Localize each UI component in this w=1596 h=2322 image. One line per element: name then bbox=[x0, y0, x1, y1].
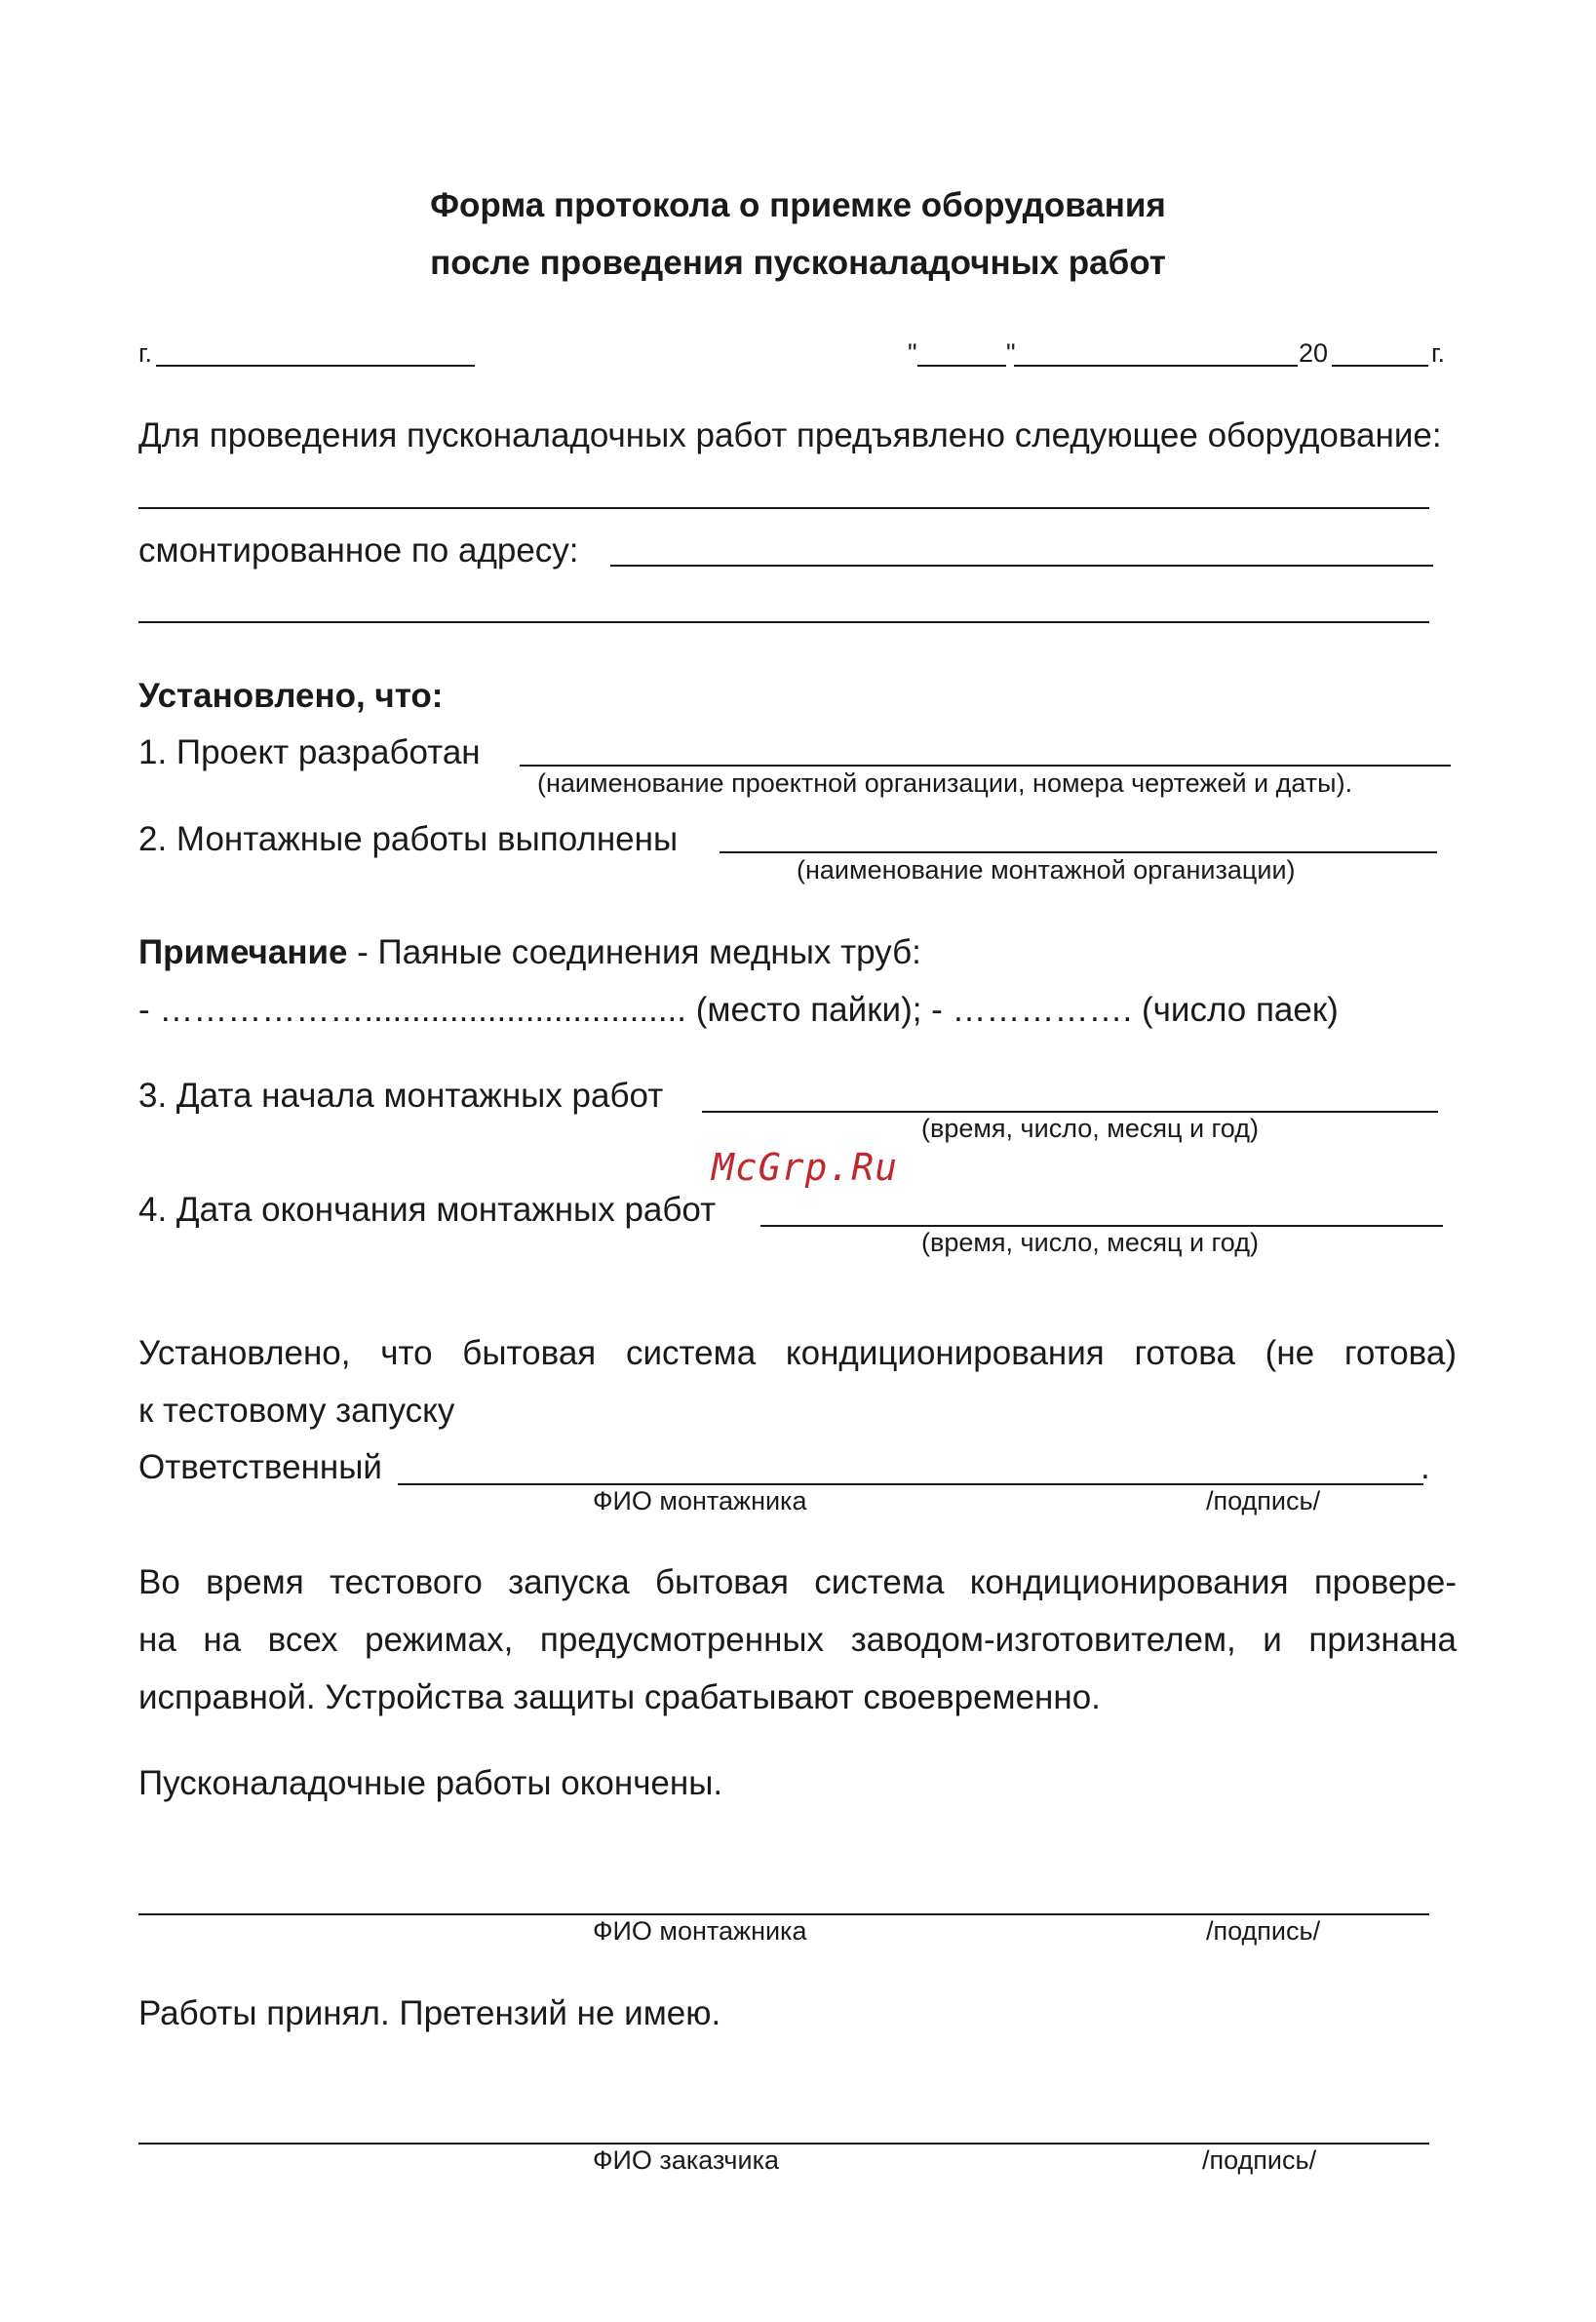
test-line2: на на всех режимах, предусмотренных заводом-изготовителем, и признана bbox=[138, 1621, 1457, 1659]
responsible-label: Ответственный bbox=[138, 1448, 382, 1486]
watermark: McGrp.Ru bbox=[712, 1146, 899, 1189]
project-field[interactable] bbox=[520, 765, 1451, 767]
year-suffix: г. bbox=[1431, 338, 1446, 368]
equipment-intro: Для проведения пусконаладочных работ предъявлено следующее оборудование: bbox=[138, 416, 1442, 454]
project-label: 1. Проект разработан bbox=[138, 733, 481, 771]
installer-fio-hint: ФИО монтажника bbox=[593, 1916, 807, 1946]
soldering-line: - ……………….................................. (место пайки); - ……………. (число паек) bbox=[138, 991, 1339, 1029]
start-date-hint: (время, число, месяц и год) bbox=[921, 1114, 1259, 1143]
document-title-line1: Форма протокола о приемке оборудования bbox=[430, 186, 1166, 224]
equipment-field[interactable] bbox=[138, 507, 1429, 509]
month-field[interactable] bbox=[1014, 365, 1298, 367]
readiness-line2: к тестовому запуску bbox=[138, 1392, 455, 1430]
customer-fio-hint: ФИО заказчика bbox=[593, 2145, 780, 2175]
note-line bbox=[138, 932, 921, 973]
installation-field[interactable] bbox=[720, 851, 1437, 853]
document-title-line2: после проведения пусконаладочных работ bbox=[430, 244, 1166, 282]
day-field[interactable] bbox=[917, 365, 1006, 367]
established-heading: Установлено, что: bbox=[138, 677, 444, 715]
installation-hint: (наименование монтажной организации) bbox=[797, 855, 1296, 885]
start-date-label: 3. Дата начала монтажных работ bbox=[138, 1077, 664, 1115]
responsible-fio-hint: ФИО монтажника bbox=[593, 1486, 807, 1515]
year-field[interactable] bbox=[1332, 365, 1428, 367]
customer-signature-hint: /подпись/ bbox=[1202, 2145, 1317, 2175]
project-hint: (наименование проектной организации, номера чертежей и даты). bbox=[537, 768, 1353, 798]
responsible-signature-hint: /подпись/ bbox=[1206, 1486, 1321, 1515]
note-label: Примечание bbox=[138, 933, 348, 971]
test-line3: исправной. Устройства защиты срабатывают своевременно. bbox=[138, 1678, 1101, 1716]
address-field-continued[interactable] bbox=[138, 621, 1429, 623]
readiness-line1: Установлено, что бытовая система кондиционирования готова (не готова) bbox=[138, 1334, 1457, 1372]
address-label: смонтированное по адресу: bbox=[138, 531, 579, 570]
acceptance-text: Работы принял. Претензий не имею. bbox=[138, 1994, 721, 2032]
responsible-end: . bbox=[1421, 1448, 1430, 1486]
date-quote-close: " bbox=[1006, 338, 1016, 368]
address-field[interactable] bbox=[610, 565, 1433, 567]
end-date-hint: (время, число, месяц и год) bbox=[921, 1228, 1259, 1257]
city-field[interactable] bbox=[156, 365, 475, 367]
city-prefix: г. bbox=[138, 338, 153, 368]
year-prefix: 20 bbox=[1299, 338, 1329, 368]
end-date-label: 4. Дата окончания монтажных работ bbox=[138, 1191, 717, 1229]
installation-label: 2. Монтажные работы выполнены bbox=[138, 820, 679, 858]
test-line1: Во время тестового запуска бытовая система кондиционирования провере- bbox=[138, 1563, 1457, 1601]
completion-text: Пусконаладочные работы окончены. bbox=[138, 1764, 723, 1802]
date-quote-open: " bbox=[908, 338, 917, 368]
installer-signature-hint: /подпись/ bbox=[1206, 1916, 1321, 1946]
note-text: - Паяные соединения медных труб: bbox=[347, 933, 921, 971]
